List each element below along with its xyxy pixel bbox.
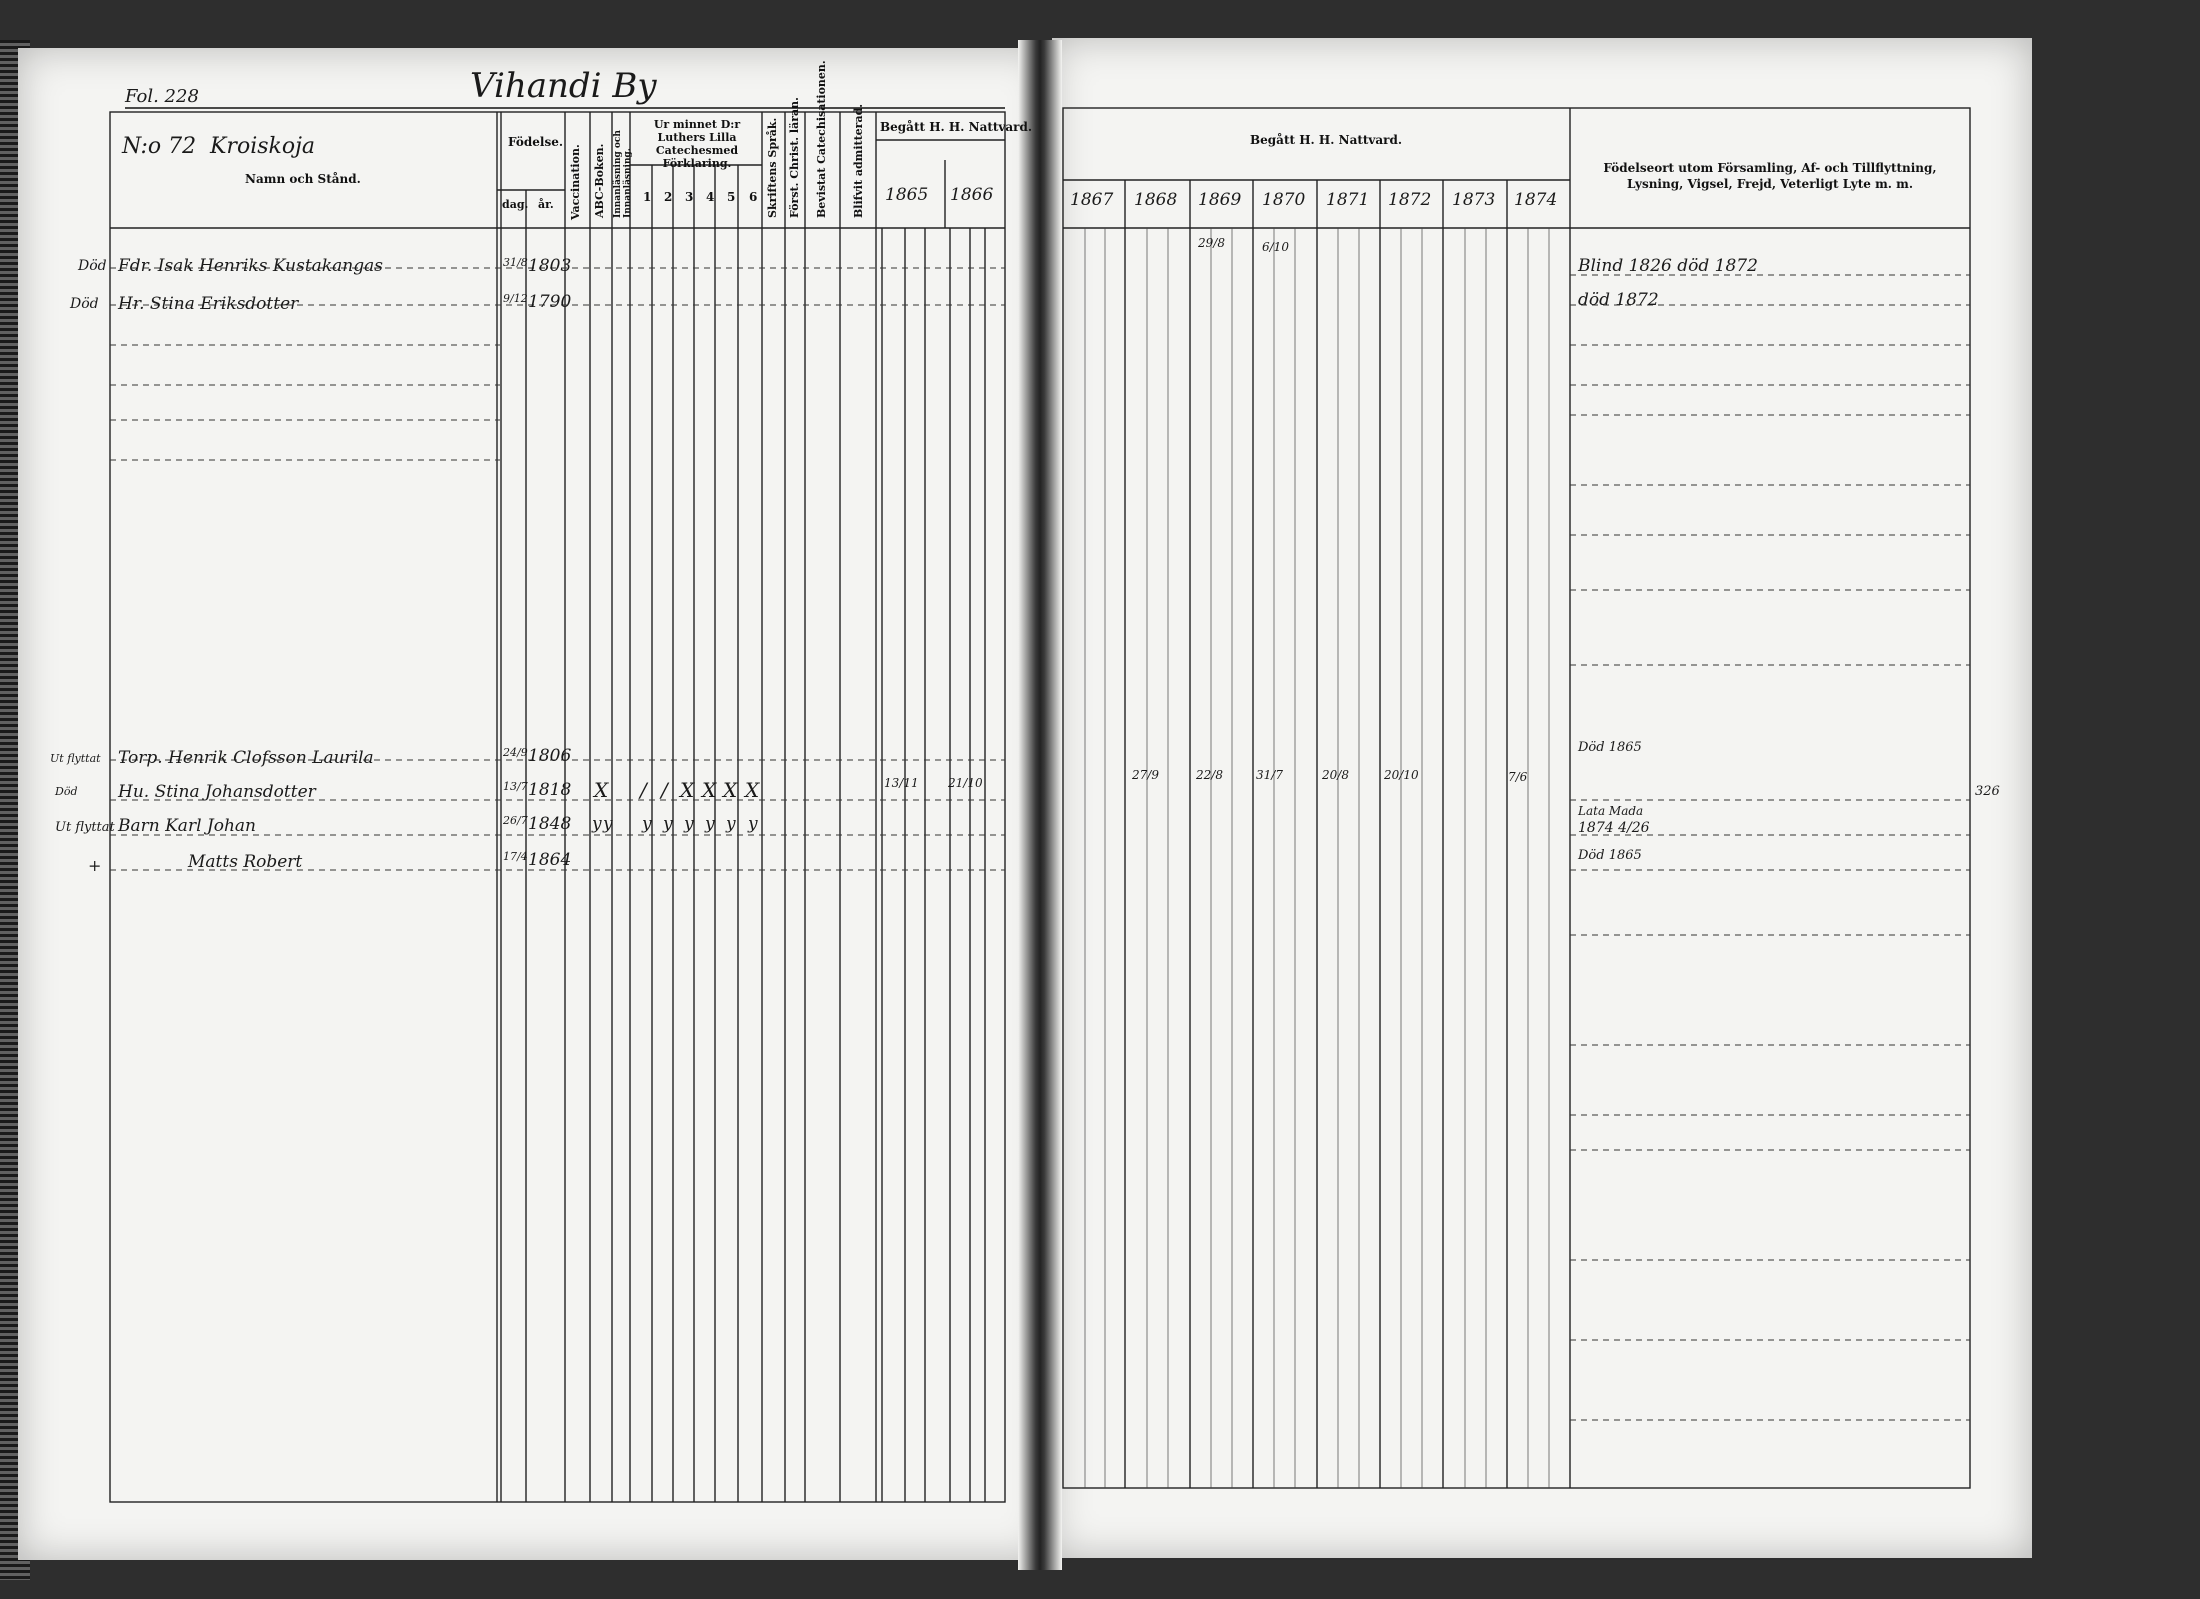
cat-col-3: 3 [685, 190, 694, 204]
year-1873: 1873 [1452, 190, 1496, 210]
header-reading: Innanläsning och Innanläsning. [613, 130, 633, 218]
mark-y-1: y [592, 814, 602, 834]
person-day-2: 9/12 [503, 292, 528, 305]
header-birth-day: dag. [502, 198, 529, 211]
person-day-4: 13/7 [503, 780, 528, 793]
person-year-2: 1790 [528, 292, 572, 312]
mark-cat-1: / [640, 778, 647, 802]
communion-1865: 13/11 [884, 776, 919, 790]
header-abc-book: ABC-Boken. [593, 143, 606, 218]
mark-x-abc: X [594, 778, 609, 802]
year-1865: 1865 [885, 185, 929, 205]
year-1871: 1871 [1326, 190, 1370, 210]
header-remarks: Födelseort utom Församling, Af- och Tillflyttning, Lysning, Vigsel, Frejd, Veterligt Lyte m. m. [1603, 161, 1937, 191]
header-scripture: Skriftens Språk. [766, 117, 779, 218]
household-number: N:o 72 [122, 134, 197, 159]
cat-col-1: 1 [643, 190, 652, 204]
cat-col-5: 5 [727, 190, 736, 204]
mark-y-6: y [705, 814, 715, 834]
header-catechism-exam: Bevistat Catechisationen. [815, 60, 828, 218]
folio-number: Fol. 228 [125, 86, 199, 107]
year-1868: 1868 [1134, 190, 1178, 210]
remark-row-6: Död 1865 [1578, 848, 1642, 863]
header-birth-year: år. [538, 198, 554, 211]
year-1867: 1867 [1070, 190, 1114, 210]
person-name-1: Fdr. Isak Henriks Kustakangas [118, 256, 383, 276]
remark-row-4: Lata Mada [1578, 804, 1644, 818]
entry-r1-1870: 6/10 [1262, 240, 1289, 254]
person-year-4: 1818 [528, 780, 572, 800]
person-year-5: 1848 [528, 814, 572, 834]
person-year-3: 1806 [528, 746, 572, 766]
entry-r4-1871: 20/8 [1322, 768, 1349, 782]
year-1872: 1872 [1388, 190, 1432, 210]
year-1870: 1870 [1262, 190, 1306, 210]
cat-col-6: 6 [749, 190, 758, 204]
year-1874: 1874 [1514, 190, 1558, 210]
person-year-1: 1803 [528, 256, 572, 276]
mark-cat-6: X [745, 778, 760, 802]
person-day-5: 26/7 [503, 814, 528, 827]
person-day-1: 31/8 [503, 256, 528, 269]
mark-y-7: y [726, 814, 736, 834]
header-admitted: Blifvit admitterad. [852, 103, 865, 218]
person-day-6: 17/4 [503, 850, 528, 863]
remark-row-1: Blind 1826 död 1872 [1578, 256, 1758, 276]
year-1869: 1869 [1198, 190, 1242, 210]
entry-r4-1869: 22/8 [1196, 768, 1223, 782]
person-day-3: 24/9 [503, 746, 528, 759]
remark-row-3: Död 1865 [1578, 740, 1642, 755]
header-catechism: Ur minnet D:r Luthers Lilla Catechesmed Förklaring. [653, 118, 741, 170]
person-name-3: Torp. Henrik Clofsson Laurila [118, 748, 374, 768]
entry-r4-1870: 31/7 [1256, 768, 1283, 782]
mark-cat-2: / [661, 778, 668, 802]
mark-y-4: y [663, 814, 673, 834]
margin-note-3: Ut flyttat [50, 752, 101, 765]
village-title: Vihandi By [470, 66, 657, 106]
header-name-and-status: Namn och Stånd. [245, 172, 361, 186]
mark-cat-4: X [702, 778, 717, 802]
entry-r4-1868: 27/9 [1132, 768, 1159, 782]
remark-row-2: död 1872 [1578, 290, 1659, 310]
margin-note-2: Död [70, 296, 99, 312]
header-birth: Födelse. [508, 135, 564, 149]
person-name-5: Barn Karl Johan [118, 816, 256, 836]
header-christian-teaching: Först. Christ. läran. [788, 97, 801, 218]
mark-y-8: y [748, 814, 758, 834]
entry-r4-1874: 7/6 [1508, 770, 1528, 784]
header-communion-right: Begått H. H. Nattvard. [1250, 133, 1403, 147]
person-name-4: Hu. Stina Johansdotter [118, 782, 316, 802]
entry-r4-1872: 20/10 [1384, 768, 1419, 782]
remark-row-5: 1874 4/26 [1578, 820, 1650, 836]
mark-y-2: y [603, 814, 613, 834]
mark-cat-5: X [723, 778, 738, 802]
communion-1866: 21/10 [948, 776, 983, 790]
mark-cat-3: X [680, 778, 695, 802]
cat-col-2: 2 [664, 190, 673, 204]
margin-note-4: Död [55, 785, 78, 798]
person-year-6: 1864 [528, 850, 572, 870]
side-number: 326 [1975, 784, 2000, 799]
entry-r1-1869: 29/8 [1198, 236, 1225, 250]
margin-note-5: Ut flyttat [55, 820, 115, 835]
header-vaccination: Vaccination. [569, 144, 582, 220]
mark-y-5: y [684, 814, 694, 834]
margin-note-1: Död [78, 258, 107, 274]
year-1866: 1866 [950, 185, 994, 205]
mark-y-3: y [642, 814, 652, 834]
cat-col-4: 4 [706, 190, 715, 204]
farm-name: Kroiskoja [210, 134, 316, 159]
margin-note-6: + [88, 856, 102, 875]
header-communion-left: Begått H. H. Nattvard. [880, 120, 1033, 134]
person-name-6: Matts Robert [188, 852, 303, 872]
person-name-2: Hr. Stina Eriksdotter [118, 294, 299, 314]
